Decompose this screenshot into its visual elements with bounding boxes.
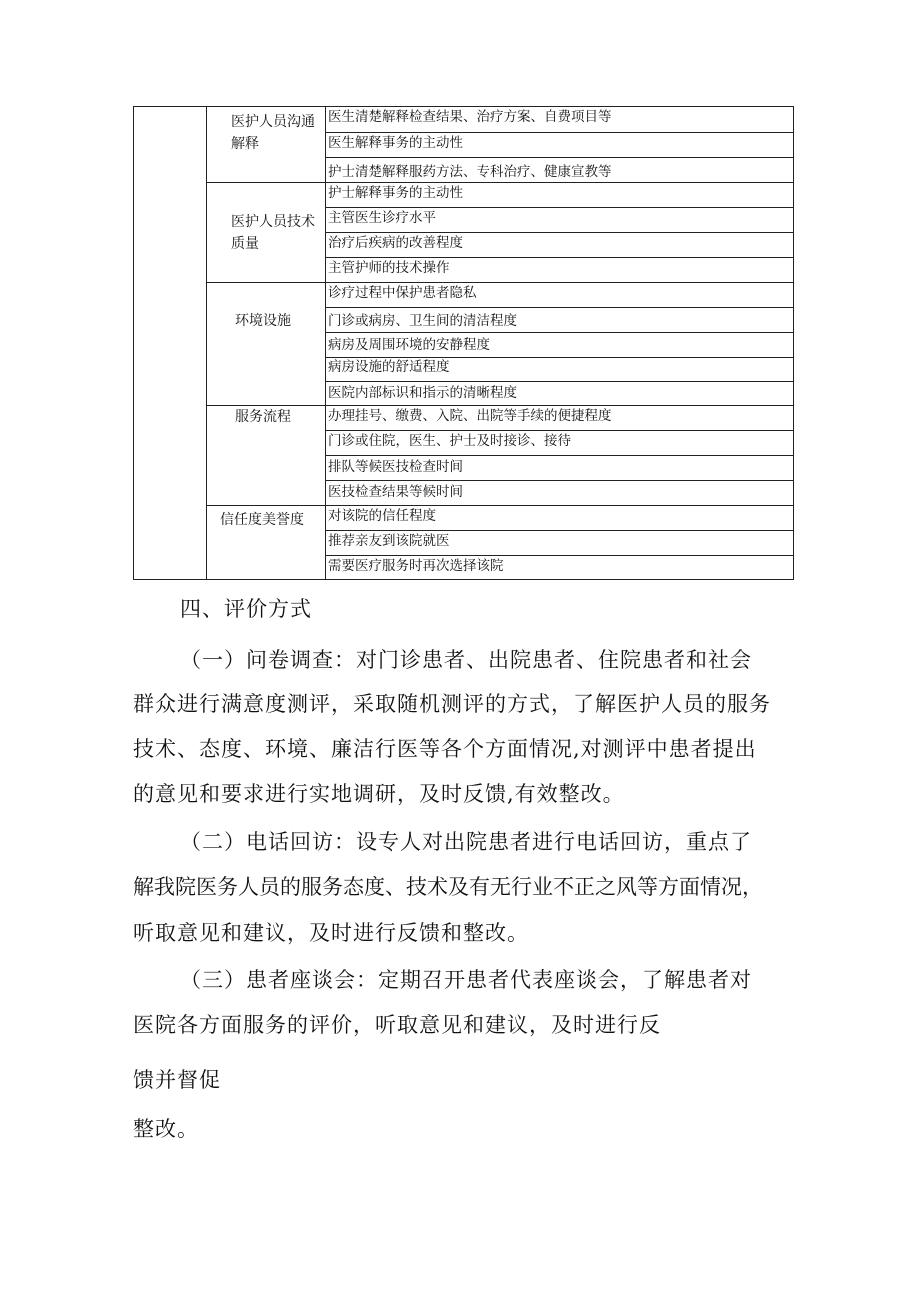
row-divider [326,207,794,208]
table-row: 病房设施的舒适程度 [328,359,450,375]
table-row: 病房及周围环境的安静程度 [328,337,490,353]
row-divider [326,257,794,258]
group-divider [207,505,794,506]
row-divider [326,430,794,431]
column-divider-2 [325,107,326,579]
table-row: 医生解释事务的主动性 [328,135,463,151]
table-row: 门诊或病房、卫生间的清洁程度 [328,313,517,329]
column-divider-1 [206,107,207,579]
table-row: 主管医生诊疗水平 [328,210,436,226]
table-row: 治疗后疾病的改善程度 [328,235,463,251]
paragraph-line: （三）患者座谈会：定期召开患者代表座谈会，了解患者对 [180,968,752,992]
category-label: 医护人员技术质量 [231,214,315,252]
row-divider [326,555,794,556]
paragraph-line: 解我院医务人员的服务态度、技术及有无行业不正之风等方面情况， [133,875,763,899]
paragraph-line: 医院各方面服务的评价，听取意见和建议，及时进行反 [133,1013,661,1037]
row-divider [326,132,794,133]
evaluation-table [133,106,794,580]
category-label: 环境设施 [235,313,291,329]
paragraph-line: 的意见和要求进行实地调研，及时反馈,有效整改。 [133,782,625,806]
table-row: 诊疗过程中保护患者隐私 [328,285,477,301]
paragraph-line: 技术、态度、环境、廉洁行医等各个方面情况,对测评中患者提出 [133,737,757,761]
table-row: 排队等候医技检查时间 [328,459,463,475]
row-divider [326,480,794,481]
table-row: 医生清楚解释检查结果、治疗方案、自费项目等 [328,109,612,125]
row-divider [326,307,794,308]
paragraph-line: 听取意见和建议，及时进行反馈和整改。 [133,921,529,945]
paragraph-line: 馈并督促 [133,1068,221,1092]
table-row: 医院内部标识和指示的清晰程度 [328,385,517,401]
row-divider [326,157,794,158]
table-row: 护士清楚解释服药方法、专科治疗、健康宣教等 [328,164,612,180]
row-divider [326,455,794,456]
table-row: 办理挂号、缴费、入院、出院等手续的便捷程度 [328,408,612,424]
table-row: 对该院的信任程度 [328,508,436,524]
paragraph-line: （二）电话回访：设专人对出院患者进行电话回访，重点了 [180,830,752,854]
group-divider [207,282,794,283]
row-divider [326,530,794,531]
paragraph-line: （一）问卷调查：对门诊患者、出院患者、住院患者和社会 [180,648,752,672]
table-row: 推荐亲友到该院就医 [328,533,450,549]
category-label: 医护人员沟通解释 [231,114,315,152]
category-label: 服务流程 [235,409,291,425]
paragraph-line: 群众进行满意度测评，采取随机测评的方式，了解医护人员的服务 [133,692,771,716]
table-row: 护士解释事务的主动性 [328,185,463,201]
table-row: 需要医疗服务时再次选择该院 [328,558,504,574]
group-divider [207,182,794,183]
row-divider [326,381,794,382]
table-row: 门诊或住院，医生、护士及时接诊、接待 [328,433,571,449]
paragraph-line: 整改。 [133,1117,199,1141]
row-divider [326,232,794,233]
row-divider [326,332,794,333]
table-row: 主管护师的技术操作 [328,260,450,276]
section-heading: 四、评价方式 [180,597,312,621]
table-row: 医技检查结果等候时间 [328,484,463,500]
category-label: 信任度美誉度 [220,512,304,528]
